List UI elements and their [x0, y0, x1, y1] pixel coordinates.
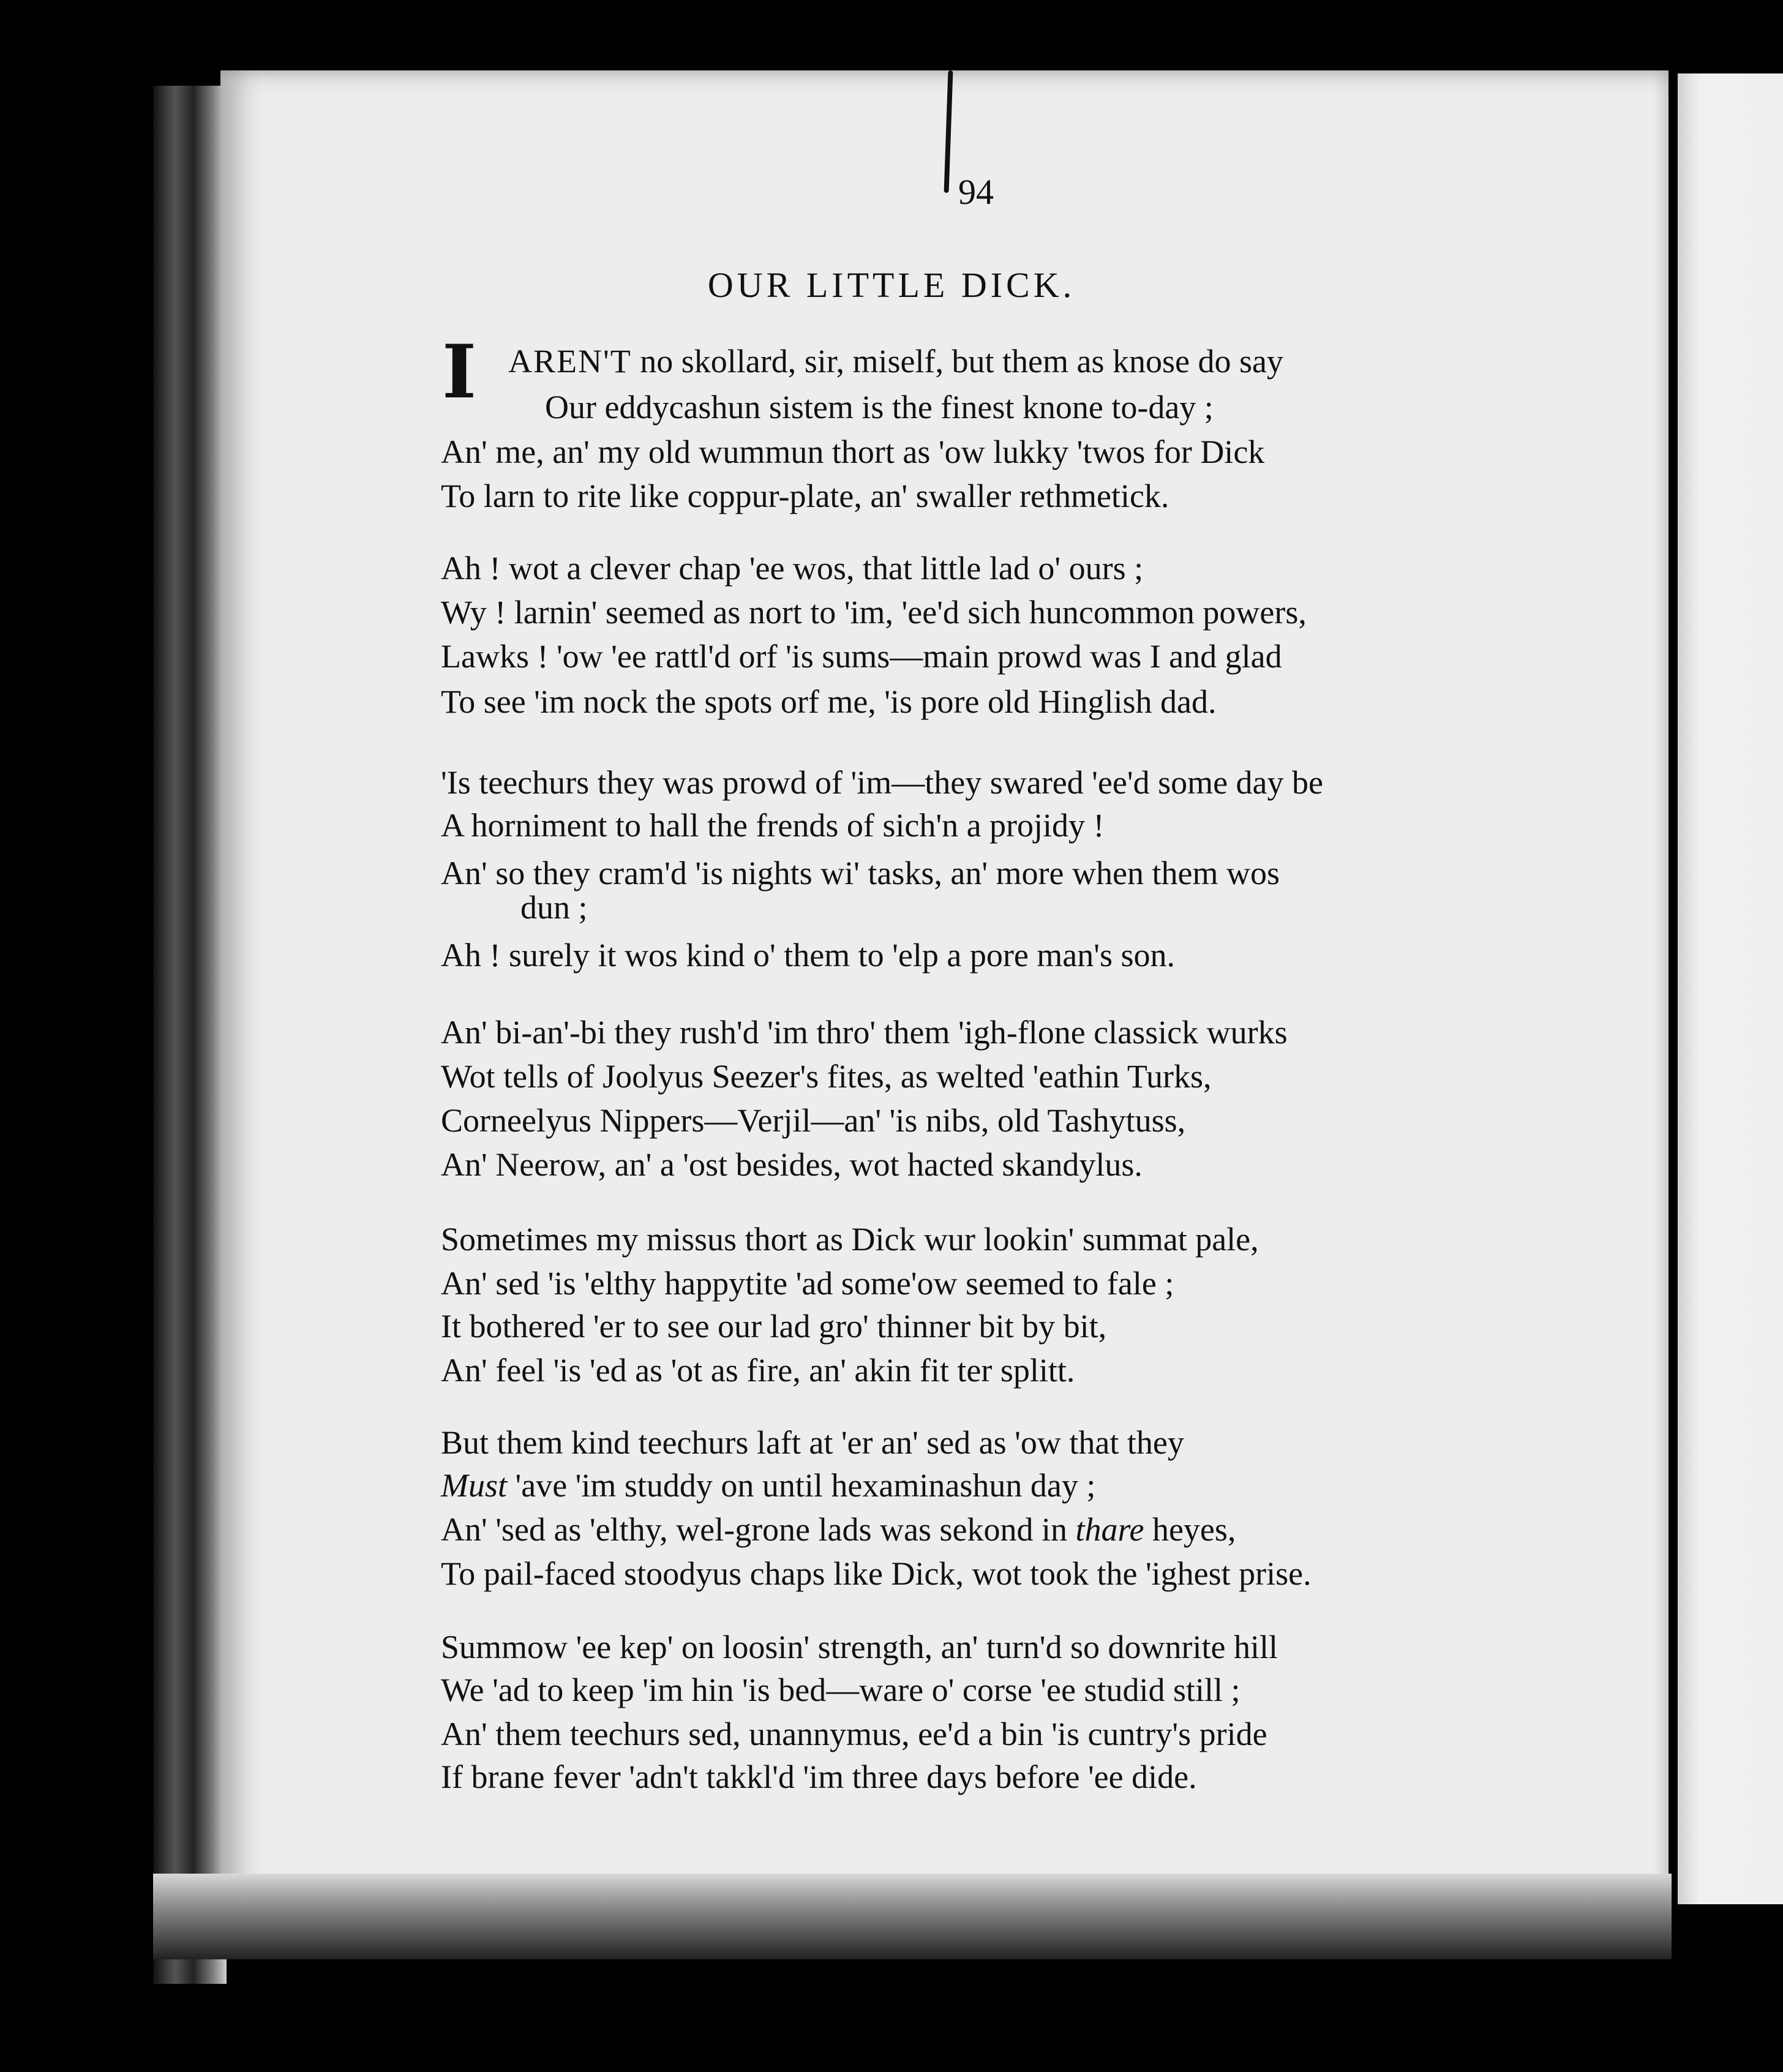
- poem-line: An' Neerow, an' a 'ost besides, wot hacted skandylus.: [441, 1146, 1143, 1183]
- poem-line: An' bi-an'-bi they rush'd 'im thro' them 'igh-flone classick wurks: [441, 1014, 1288, 1051]
- poem-line: Ah ! wot a clever chap 'ee wos, that little lad o' ours ;: [441, 550, 1144, 587]
- book-spine-edge: [153, 86, 227, 1984]
- poem-line: Must 'ave 'im studdy on until hexaminashun day ;: [441, 1467, 1096, 1504]
- poem-line: To larn to rite like coppur-plate, an' swaller rethmetick.: [441, 478, 1169, 514]
- poem-line: To see 'im nock the spots orf me, 'is pore old Hinglish dad.: [441, 683, 1217, 720]
- poem-line: Summow 'ee kep' on loosin' strength, an' turn'd so downrite hill: [441, 1629, 1278, 1665]
- poem-line: An' sed 'is 'elthy happytite 'ad some'ow seemed to fale ;: [441, 1265, 1174, 1302]
- poem-line: An' so they cram'd 'is nights wi' tasks, an' more when them wos: [441, 855, 1280, 891]
- poem-line: We 'ad to keep 'im hin 'is bed—ware o' corse 'ee studid still ;: [441, 1672, 1241, 1708]
- poem-line: Our eddycashun sistem is the finest knone to-day ;: [545, 389, 1214, 426]
- poem-line: Lawks ! 'ow 'ee rattl'd orf 'is sums—main prowd was I and glad: [441, 638, 1282, 675]
- poem-line: It bothered 'er to see our lad gro' thinner bit by bit,: [441, 1308, 1107, 1345]
- italic-thare: thare: [1075, 1511, 1144, 1548]
- poem-line: Sometimes my missus thort as Dick wur lookin' summat pale,: [441, 1221, 1259, 1258]
- poem-line: But them kind teechurs laft at 'er an' sed as 'ow that they: [441, 1424, 1184, 1461]
- facing-page-edge: [1678, 73, 1783, 1904]
- poem-line: If brane fever 'adn't takkl'd 'im three days before 'ee dide.: [441, 1759, 1197, 1795]
- poem-line: AREN'T no skollard, sir, miself, but them as knose do say: [508, 343, 1283, 380]
- italic-must: Must: [441, 1467, 507, 1504]
- drop-cap: I: [442, 329, 477, 415]
- poem-line: An' 'sed as 'elthy, wel-grone lads was sekond in thare heyes,: [441, 1511, 1236, 1548]
- poem-line: Wy ! larnin' seemed as nort to 'im, 'ee'd sich huncommon powers,: [441, 594, 1307, 631]
- poem-line: Wot tells of Joolyus Seezer's fites, as welted 'eathin Turks,: [441, 1058, 1212, 1095]
- book-bottom-edge: [153, 1874, 1672, 1959]
- poem-line: Ah ! surely it wos kind o' them to 'elp a pore man's son.: [441, 937, 1176, 974]
- poem-line: 'Is teechurs they was prowd of 'im—they swared 'ee'd some day be: [441, 764, 1323, 801]
- poem-line: To pail-faced stoodyus chaps like Dick, wot took the 'ighest prise.: [441, 1555, 1312, 1592]
- page-number: 94: [958, 172, 994, 212]
- poem-title: OUR LITTLE DICK.: [707, 265, 1076, 305]
- poem-line: Corneelyus Nippers—Verjil—an' 'is nibs, old Tashytuss,: [441, 1102, 1186, 1139]
- poem-line: An' feel 'is 'ed as 'ot as fire, an' akin fit ter splitt.: [441, 1352, 1075, 1389]
- poem-line: An' them teechurs sed, unannymus, ee'd a bin 'is cuntry's pride: [441, 1716, 1267, 1752]
- poem-line: dun ;: [520, 889, 588, 926]
- poem-line: A horniment to hall the frends of sich'n a projidy !: [441, 807, 1105, 844]
- poem-line: An' me, an' my old wummun thort as 'ow lukky 'twos for Dick: [441, 434, 1265, 470]
